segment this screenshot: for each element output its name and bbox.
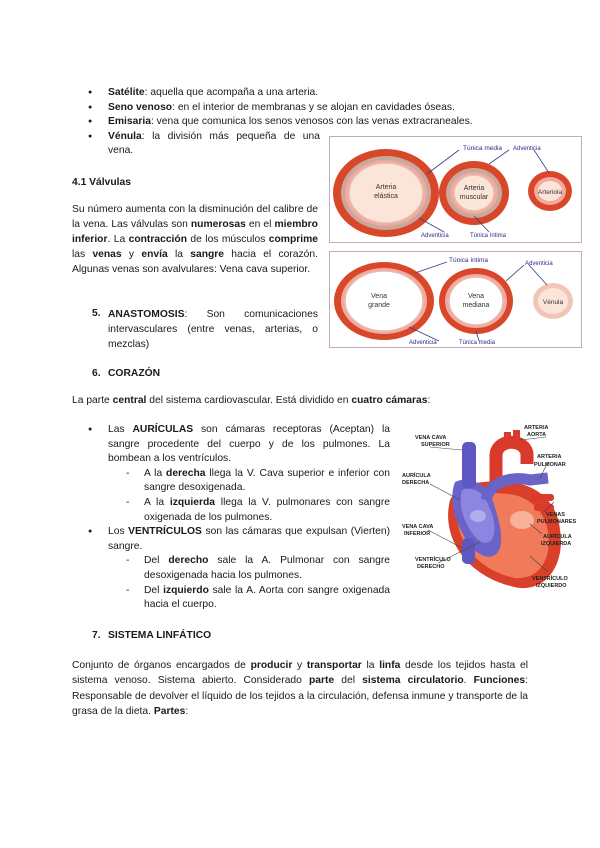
label-tunica-media: Túnica media <box>459 340 496 346</box>
label-vena-cava-superior-2: SUPERIOR <box>421 442 450 448</box>
medium-vein-illustration <box>439 268 513 334</box>
label-ventriculo-derecho-2: DERECHO <box>417 564 445 570</box>
label-vena-cava-inferior: VENA CAVA <box>402 524 434 530</box>
label-tunica-media: Túnica media <box>463 145 503 152</box>
label-arteria-aorta-2: AORTA <box>527 432 547 438</box>
label-tunica-intima: Túnica íntima <box>470 233 507 239</box>
label-ventriculo-izquierdo-2: IZQUIERDO <box>536 583 567 589</box>
vena-cava-superior-shape <box>462 442 476 488</box>
label-venas-pulmonares: VENAS <box>546 512 565 518</box>
label-vena-grande: Vena <box>371 293 387 300</box>
list-item: ● Vénula: la división más pequeña de una vena. <box>88 130 320 159</box>
sub-item: - A la izquierda llega la V. pulmonares con sangre oxigenada de los pulmones. <box>126 496 390 525</box>
sub-item: - Del izquierdo sale la A. Aorta con sangre oxigenada hacia el cuerpo. <box>126 584 390 613</box>
label-arteria-muscular: Arteria <box>463 185 485 192</box>
sub-item: - A la derecha llega la V. Cava superior e inferior con sangre desoxigenada. <box>126 467 390 496</box>
label-adventicia: Adventicia <box>513 146 541 152</box>
label-auricula-derecha: AURÍCULA <box>402 473 431 479</box>
label-auricula-derecha-2: DERECHA <box>402 480 430 486</box>
list-item: ● Satélite: aquella que acompaña a una arteria. <box>88 86 508 101</box>
vena-cava-inferior-shape <box>462 538 475 564</box>
list-item-auriculas: ● Las AURÍCULAS son cámaras receptoras (Aceptan) la sangre procedente del cuerpo y de los pulmones. La bombean a los ventrículos. - A la derecha llega la V. Cava superior e inferior con sangre desoxigenada. - A la izquierda llega la V. pulmonares con sangre oxigenada de los pulmones. <box>88 423 390 525</box>
section-heading-linfatico: 7. SISTEMA LINFÁTICO <box>92 630 212 641</box>
label-adventicia-bottom: Adventicia <box>421 233 449 239</box>
label-vena-grande-2: grande <box>368 302 390 309</box>
linfatico-paragraph: Conjunto de órganos encargados de producir y transportar la linfa desde los tejidos hasta el sistema venoso. Sistema abierto. Considerado parte del sistema circulatorio. Funciones: Responsable de devolver el líquido de los tejidos a la circulación, defensa inmune y transporte de la grasa de la dieta. Partes: <box>72 660 528 718</box>
label-venula: Vénula <box>542 299 564 306</box>
list-item-ventriculos: ● Los VENTRÍCULOS son las cámaras que expulsan (Vierten) sangre. - Del derecho sale la A. Pulmonar con sangre desoxigenada hacia los pulmones. - Del izquierdo sale la A. Aorta con sangre oxigenada hacia el cuerpo. <box>88 525 390 613</box>
label-adventicia: Adventicia <box>525 261 553 267</box>
label-adventicia-bottom: Adventicia <box>409 340 437 346</box>
label-auricula-izquierda-2: IZQUIERDA <box>541 541 572 547</box>
label-arteria-elastica: Arteria <box>375 184 397 191</box>
sub-item: - Del derecho sale la A. Pulmonar con sangre desoxigenada hacia los pulmones. <box>126 554 390 583</box>
corazon-intro: La parte central del sistema cardiovascular. Está dividido en cuatro cámaras: <box>72 395 431 406</box>
heart-chambers-list <box>88 423 390 613</box>
label-venas-pulmonares-2: PULMONARES <box>537 519 577 525</box>
label-tunica-intima: Túnica íntima <box>449 257 489 264</box>
label-arteria-aorta: ARTERIA <box>524 425 549 431</box>
label-ventriculo-izquierdo: VENTRÍCULO <box>532 576 568 582</box>
label-ventriculo-derecho: VENTRÍCULO <box>415 557 451 563</box>
label-vena-cava-inferior-2: INFERIOR <box>404 531 431 537</box>
section-heading-corazon: 6. CORAZÓN <box>92 368 161 379</box>
muscular-artery-illustration <box>439 161 509 225</box>
label-arteria-muscular-2: muscular <box>459 194 489 201</box>
label-arteria-elastica-2: elástica <box>374 193 398 200</box>
valvulas-paragraph: Su número aumenta con la disminución del calibre de la vena. Las válvulas son numerosas en el miembro inferior. La contracción de los músculos comprime las venas y envía la sangre hacia el corazón. Algunas venas son avalvulares: Vena cava superior. <box>72 204 318 275</box>
anastomosis-item: 5. ANASTOMOSIS: Son comunicaciones intervasculares (entre venas, arterias, o mezclas) <box>92 308 318 350</box>
arteries-figure <box>329 136 582 243</box>
list-item: ● Seno venoso: en el interior de membranas y se alojan en cavidades óseas. <box>88 101 508 116</box>
section-heading-valvulas: 4.1 Válvulas <box>72 177 131 188</box>
heart-figure <box>400 420 585 595</box>
label-arteriola: Arteriola <box>537 189 563 196</box>
large-vein-illustration <box>334 262 434 340</box>
label-vena-mediana: Vena <box>468 293 484 300</box>
label-arteria-pulmonar-2: PULMONAR <box>534 462 566 468</box>
list-item: ● Emisaria: vena que comunica los senos venosos con las venas extracraneales. <box>88 115 508 130</box>
label-arteria-pulmonar: ARTERIA <box>537 454 562 460</box>
label-auricula-izquierda: AURÍCULA <box>543 534 572 540</box>
label-vena-cava-superior: VENA CAVA <box>415 435 447 441</box>
veins-figure <box>329 251 582 348</box>
pulmonary-veins-shape <box>532 494 554 501</box>
label-vena-mediana-2: mediana <box>462 302 490 309</box>
